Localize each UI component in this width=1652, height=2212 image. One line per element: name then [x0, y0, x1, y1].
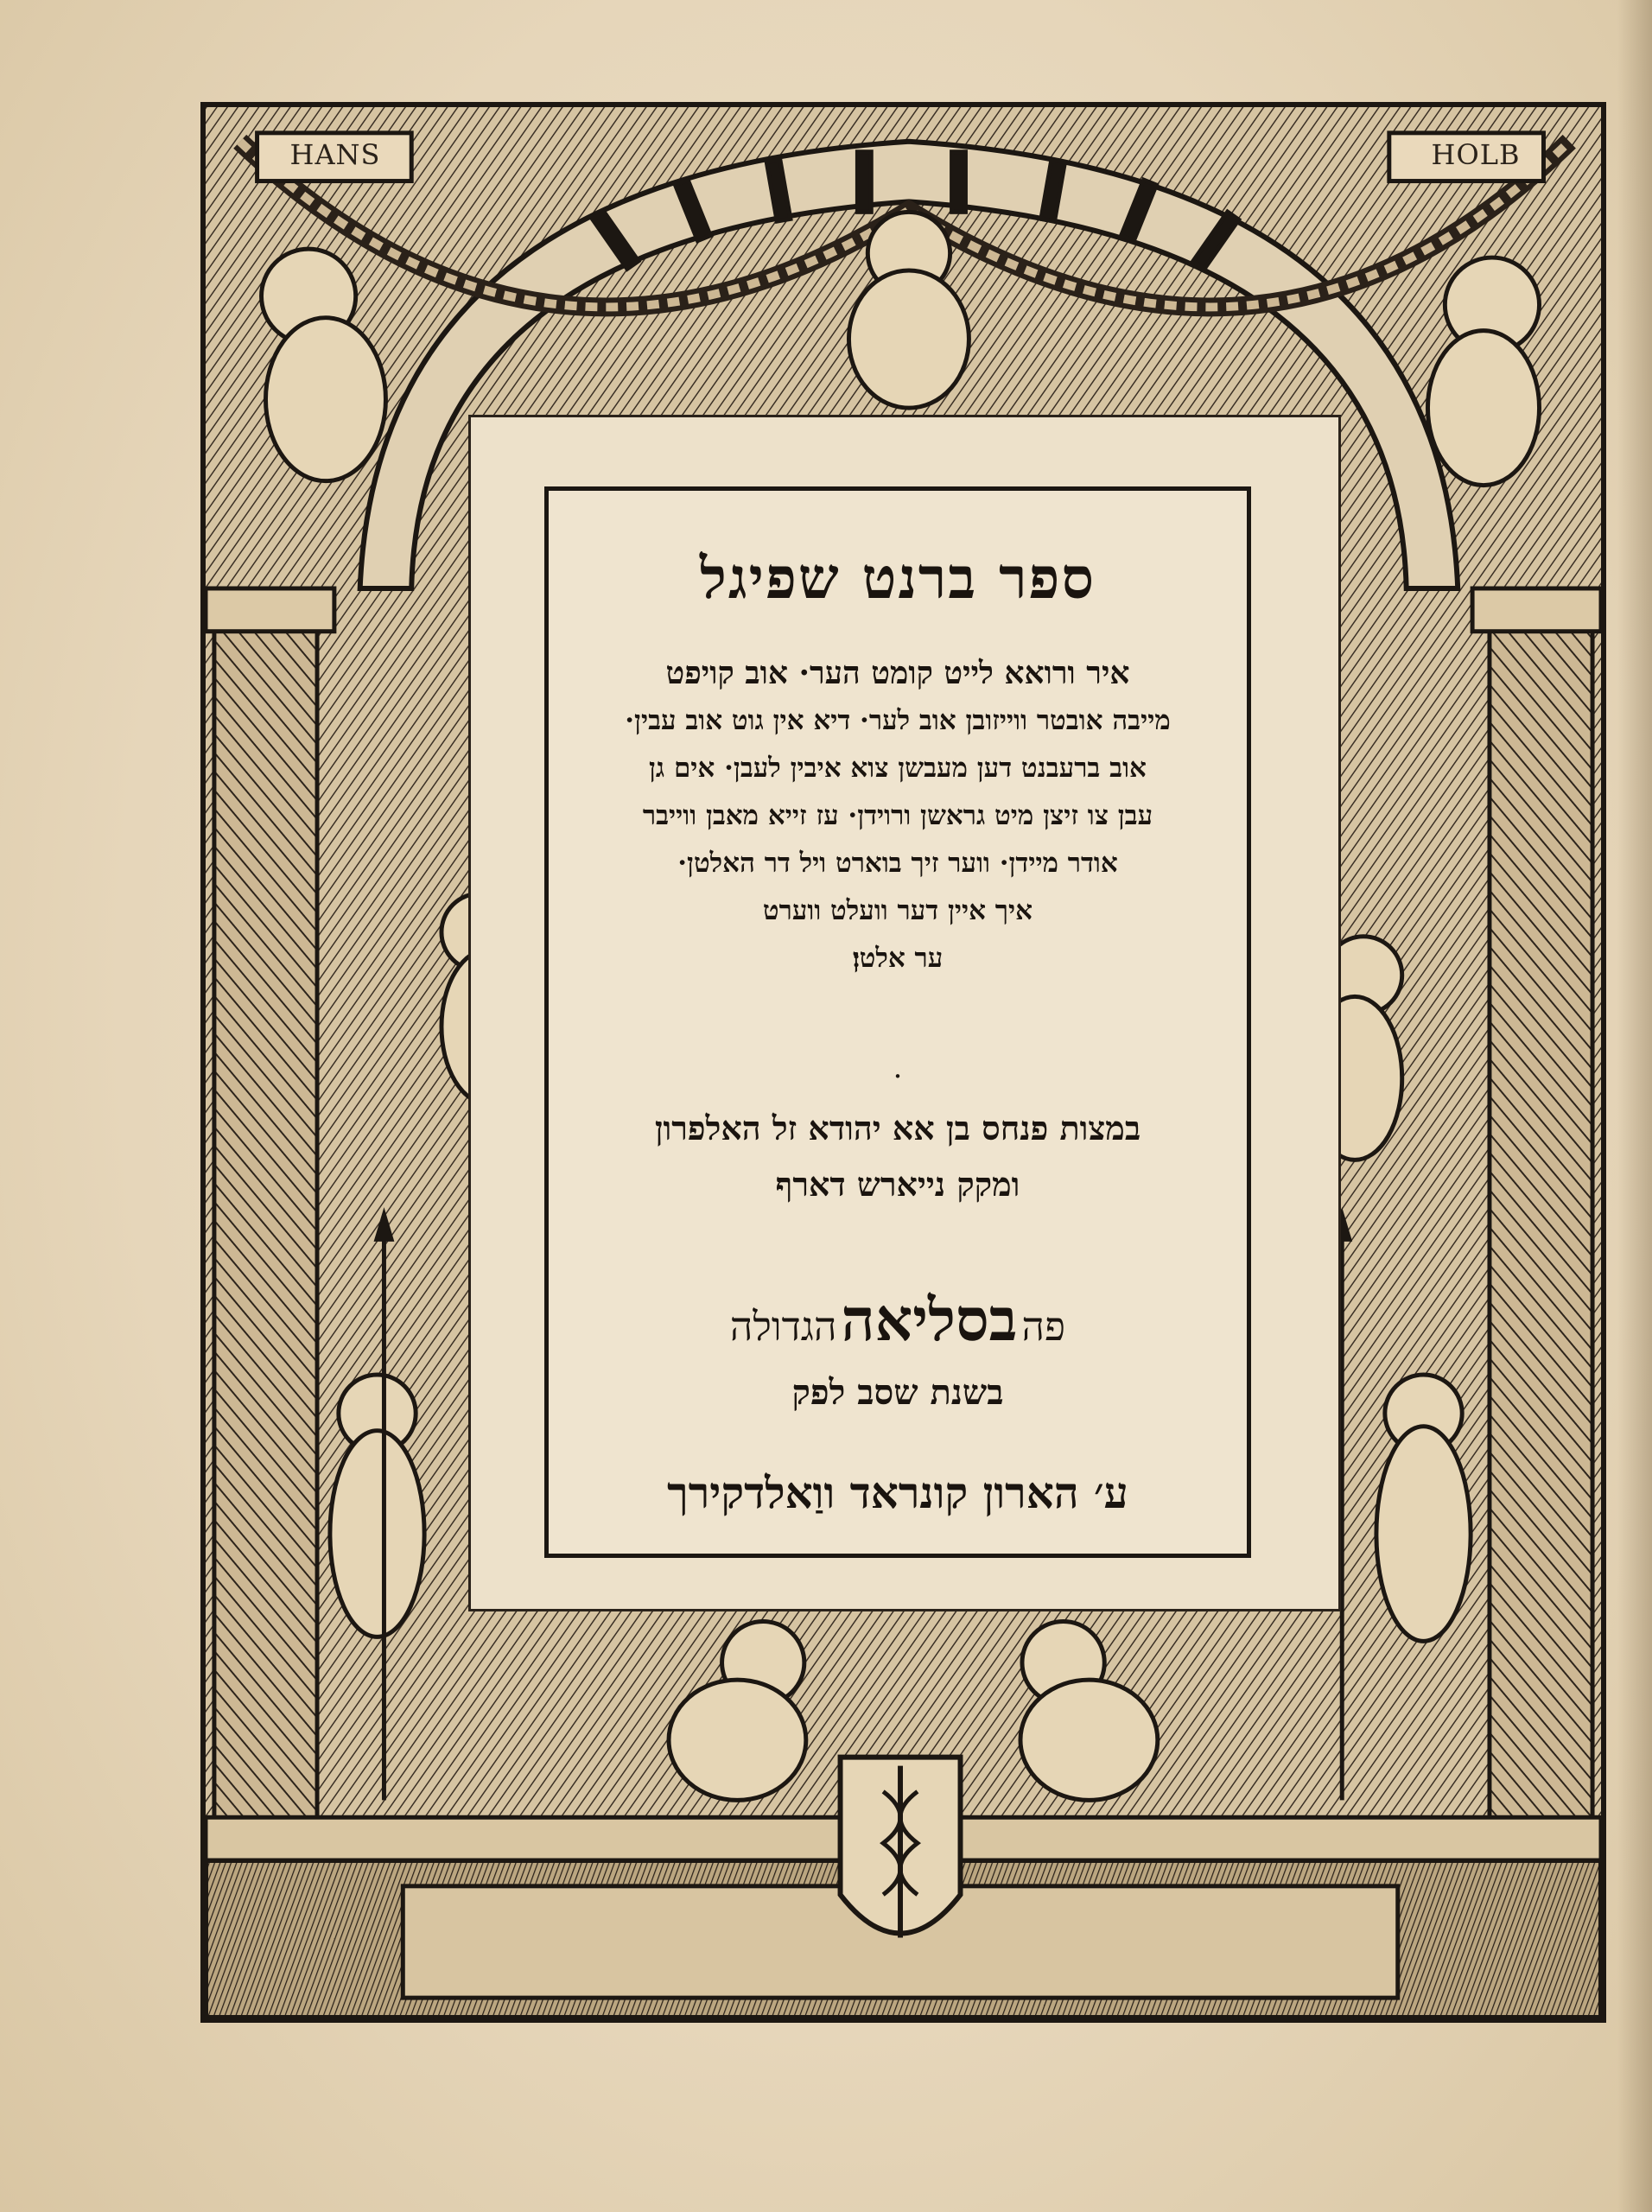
- body-line-7: ער אלטן׃: [852, 943, 944, 974]
- dedication-line-1: במצות פנחס בן אא יהודא זל האלפרון: [654, 1109, 1141, 1147]
- title-text-frame: [544, 486, 1251, 1558]
- place-city: בסליאה: [841, 1286, 1018, 1355]
- body-line-1: איר ורואא לייט קומט הער· אוב קויפט: [665, 655, 1130, 691]
- body-line-5: אודר מיידן· ווער זיך בוארט ויל דר האלטן·: [677, 848, 1118, 879]
- place-suffix: הגדולה: [729, 1303, 837, 1350]
- book-title: ספר ברנט שפיגל: [700, 544, 1096, 612]
- body-line-4: עבן צו זיצן מיט גראשן ורוידן· עז זייא מאבן ווייבר: [642, 800, 1153, 831]
- page-edge-shadow: [1617, 0, 1652, 2212]
- body-line-3: אוב ברעבנט דען מעבשן צוא איבין לעבן· אים גן: [649, 753, 1147, 784]
- left-tablet-label: HANS: [289, 138, 381, 171]
- printer-line: ע׳ הארון קונראד ווַאלדקירך: [667, 1467, 1128, 1518]
- place-prefix: פה: [1021, 1303, 1066, 1350]
- dedication-line-2: ומקק נייארש דארף: [775, 1165, 1020, 1204]
- body-line-6: איך איין דער וועלט ווערט: [762, 895, 1033, 926]
- left-column: [214, 623, 317, 1826]
- right-tablet-label: HOLB: [1431, 138, 1521, 171]
- right-column: [1490, 623, 1592, 1826]
- year-line: בשנת שסב לפק: [791, 1372, 1004, 1413]
- dot-ornament: ·: [893, 1059, 903, 1094]
- place-line: [575, 1286, 1221, 1355]
- body-line-2: מייבה אובטר ווייזובן אוב לער· דיא אין גוט אוב עבין·: [625, 705, 1171, 736]
